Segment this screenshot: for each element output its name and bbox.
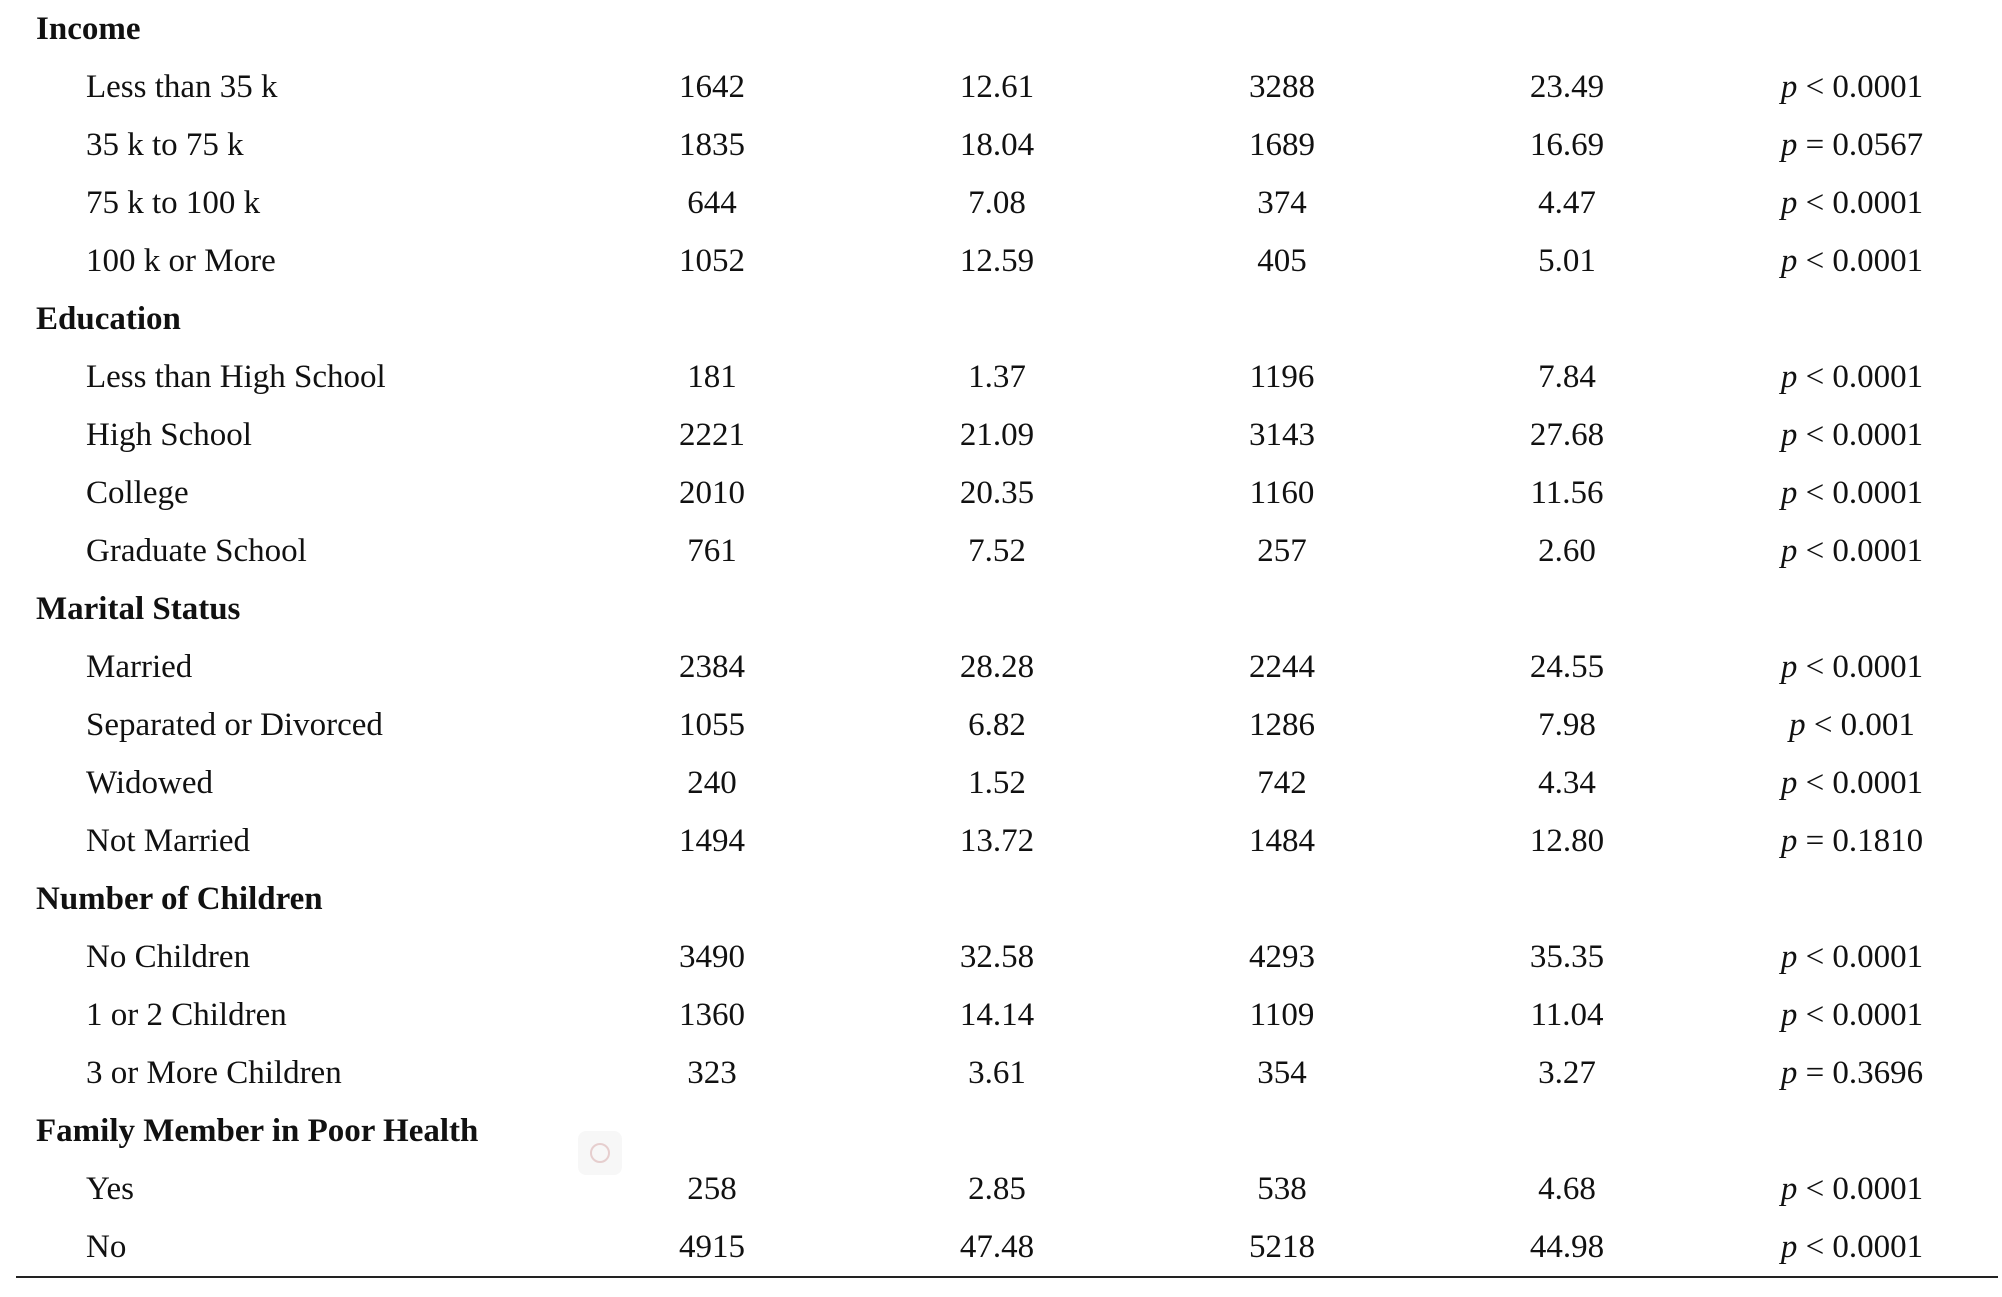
row-label: 75 k to 100 k (86, 185, 261, 221)
count-b: 3143 (1249, 417, 1315, 453)
count-a: 4915 (679, 1229, 745, 1265)
p-value (1732, 522, 1972, 580)
p-value (1732, 116, 1972, 174)
percent-a: 1.52 (968, 765, 1026, 801)
p-text: < 0.0001 (1797, 359, 1924, 395)
table-row (0, 1218, 2002, 1276)
percent-a: 7.08 (968, 185, 1026, 221)
count-a: 1055 (679, 707, 745, 743)
table-row (0, 754, 2002, 812)
row-label: Not Married (86, 823, 251, 859)
count-a: 1052 (679, 243, 745, 279)
p-symbol: p (1780, 997, 1798, 1033)
section-header-number-of-children (0, 870, 2002, 928)
p-value (1732, 696, 1972, 754)
p-symbol: p (1780, 939, 1798, 975)
percent-a: 2.85 (968, 1171, 1026, 1207)
count-b: 354 (1257, 1055, 1307, 1091)
count-a: 1494 (679, 823, 745, 859)
p-symbol: p (1780, 1229, 1798, 1265)
table-row (0, 174, 2002, 232)
p-text: < 0.0001 (1797, 533, 1924, 569)
percent-a: 7.52 (968, 533, 1026, 569)
p-symbol: p (1780, 1055, 1798, 1091)
p-value (1732, 348, 1972, 406)
percent-b: 27.68 (1529, 417, 1605, 453)
percent-b: 4.47 (1538, 185, 1596, 221)
p-symbol: p (1780, 69, 1798, 105)
percent-a: 47.48 (959, 1229, 1035, 1265)
section-title: Number of Children (36, 881, 323, 917)
count-b: 2244 (1249, 649, 1315, 685)
percent-b: 23.49 (1529, 69, 1605, 105)
count-a: 258 (687, 1171, 737, 1207)
row-label: 1 or 2 Children (86, 997, 287, 1033)
section-title: Education (36, 301, 181, 337)
p-text: < 0.0001 (1797, 997, 1924, 1033)
row-label: Separated or Divorced (86, 707, 383, 743)
p-text: = 0.3696 (1797, 1055, 1924, 1091)
count-b: 3288 (1249, 69, 1315, 105)
row-label: High School (86, 417, 252, 453)
percent-b: 5.01 (1538, 243, 1596, 279)
p-text: = 0.1810 (1797, 823, 1924, 859)
percent-a: 6.82 (968, 707, 1026, 743)
p-symbol: p (1780, 475, 1798, 511)
p-value (1732, 1044, 1972, 1102)
percent-a: 3.61 (968, 1055, 1026, 1091)
p-text: < 0.0001 (1797, 1229, 1924, 1265)
count-a: 1835 (679, 127, 745, 163)
count-b: 1286 (1249, 707, 1315, 743)
row-label: Married (86, 649, 193, 685)
p-value (1732, 754, 1972, 812)
count-b: 5218 (1249, 1229, 1315, 1265)
count-b: 405 (1257, 243, 1307, 279)
table-row (0, 406, 2002, 464)
row-label: Less than High School (86, 359, 386, 395)
percent-a: 12.61 (959, 69, 1035, 105)
table-row (0, 1044, 2002, 1102)
row-label: No Children (86, 939, 251, 975)
p-symbol: p (1780, 533, 1798, 569)
p-symbol: p (1780, 765, 1798, 801)
p-text: < 0.0001 (1797, 1171, 1924, 1207)
count-a: 644 (687, 185, 737, 221)
row-label: Less than 35 k (86, 69, 278, 105)
count-b: 374 (1257, 185, 1307, 221)
percent-a: 21.09 (959, 417, 1035, 453)
watermark-icon (578, 1131, 622, 1175)
count-b: 257 (1257, 533, 1307, 569)
percent-b: 44.98 (1529, 1229, 1605, 1265)
p-value (1732, 638, 1972, 696)
count-b: 1196 (1249, 359, 1315, 395)
p-symbol: p (1780, 185, 1798, 221)
row-label: Widowed (86, 765, 213, 801)
count-a: 761 (687, 533, 737, 569)
count-a: 240 (687, 765, 737, 801)
percent-b: 4.34 (1538, 765, 1596, 801)
table-row (0, 58, 2002, 116)
row-label: 35 k to 75 k (86, 127, 244, 163)
p-value (1732, 174, 1972, 232)
p-symbol: p (1789, 707, 1806, 743)
table-row (0, 464, 2002, 522)
count-a: 181 (687, 359, 737, 395)
percent-b: 2.60 (1538, 533, 1596, 569)
row-label: Yes (86, 1171, 135, 1207)
p-value (1732, 986, 1972, 1044)
p-symbol: p (1780, 127, 1798, 163)
table-row (0, 1160, 2002, 1218)
percent-a: 1.37 (968, 359, 1026, 395)
percent-b: 7.84 (1538, 359, 1596, 395)
p-value (1732, 1218, 1972, 1276)
percent-b: 3.27 (1538, 1055, 1596, 1091)
percent-b: 12.80 (1529, 823, 1605, 859)
percent-a: 13.72 (959, 823, 1035, 859)
p-symbol: p (1780, 359, 1798, 395)
percent-a: 32.58 (959, 939, 1035, 975)
p-text: < 0.0001 (1797, 185, 1924, 221)
count-a: 1360 (679, 997, 745, 1033)
p-value (1732, 812, 1972, 870)
table-row (0, 116, 2002, 174)
p-value (1732, 1160, 1972, 1218)
count-a: 2384 (679, 649, 745, 685)
p-text: < 0.0001 (1797, 417, 1924, 453)
section-title: Income (36, 11, 141, 47)
p-symbol: p (1780, 1171, 1798, 1207)
section-header-education (0, 290, 2002, 348)
row-label: 3 or More Children (86, 1055, 342, 1091)
row-label: Graduate School (86, 533, 307, 569)
count-a: 1642 (679, 69, 745, 105)
section-title: Marital Status (36, 591, 241, 627)
p-text: = 0.0567 (1797, 127, 1924, 163)
table-bottom-rule (16, 1276, 1998, 1278)
percent-b: 24.55 (1529, 649, 1605, 685)
section-header-income (0, 0, 2002, 58)
table-row (0, 232, 2002, 290)
row-label: College (86, 475, 189, 511)
p-text: < 0.0001 (1797, 69, 1924, 105)
table-row (0, 348, 2002, 406)
row-label: No (86, 1229, 127, 1265)
p-value (1732, 58, 1972, 116)
table-row (0, 522, 2002, 580)
count-b: 1689 (1249, 127, 1315, 163)
count-b: 1484 (1249, 823, 1315, 859)
percent-a: 14.14 (959, 997, 1035, 1033)
p-symbol: p (1780, 243, 1798, 279)
table-row (0, 986, 2002, 1044)
count-b: 538 (1257, 1171, 1307, 1207)
p-value (1732, 406, 1972, 464)
p-value (1732, 232, 1972, 290)
percent-a: 12.59 (959, 243, 1035, 279)
table-row (0, 638, 2002, 696)
count-b: 4293 (1249, 939, 1315, 975)
percent-b: 35.35 (1529, 939, 1605, 975)
p-value (1732, 464, 1972, 522)
p-value (1732, 928, 1972, 986)
section-title: Family Member in Poor Health (36, 1113, 479, 1149)
percent-b: 11.56 (1530, 475, 1604, 511)
p-symbol: p (1780, 417, 1798, 453)
p-symbol: p (1780, 649, 1798, 685)
percent-b: 16.69 (1529, 127, 1605, 163)
percent-b: 4.68 (1538, 1171, 1596, 1207)
percent-b: 7.98 (1538, 707, 1596, 743)
p-text: < 0.0001 (1797, 939, 1924, 975)
count-a: 2221 (679, 417, 745, 453)
percent-a: 20.35 (959, 475, 1035, 511)
section-header-marital-status (0, 580, 2002, 638)
row-label: 100 k or More (86, 243, 276, 279)
count-a: 2010 (679, 475, 745, 511)
p-text: < 0.0001 (1797, 649, 1924, 685)
count-b: 742 (1257, 765, 1307, 801)
count-b: 1160 (1249, 475, 1315, 511)
p-text: < 0.0001 (1797, 243, 1924, 279)
table-row (0, 812, 2002, 870)
table-row (0, 928, 2002, 986)
p-symbol: p (1780, 823, 1798, 859)
table-row (0, 696, 2002, 754)
p-text: < 0.0001 (1797, 765, 1924, 801)
count-b: 1109 (1249, 997, 1315, 1033)
percent-b: 11.04 (1530, 997, 1604, 1033)
p-text: < 0.0001 (1797, 475, 1924, 511)
section-header-family-member-in-poor-health (0, 1102, 2002, 1160)
percent-a: 28.28 (959, 649, 1035, 685)
p-text: < 0.001 (1805, 707, 1915, 743)
count-a: 323 (687, 1055, 737, 1091)
percent-a: 18.04 (959, 127, 1035, 163)
count-a: 3490 (679, 939, 745, 975)
